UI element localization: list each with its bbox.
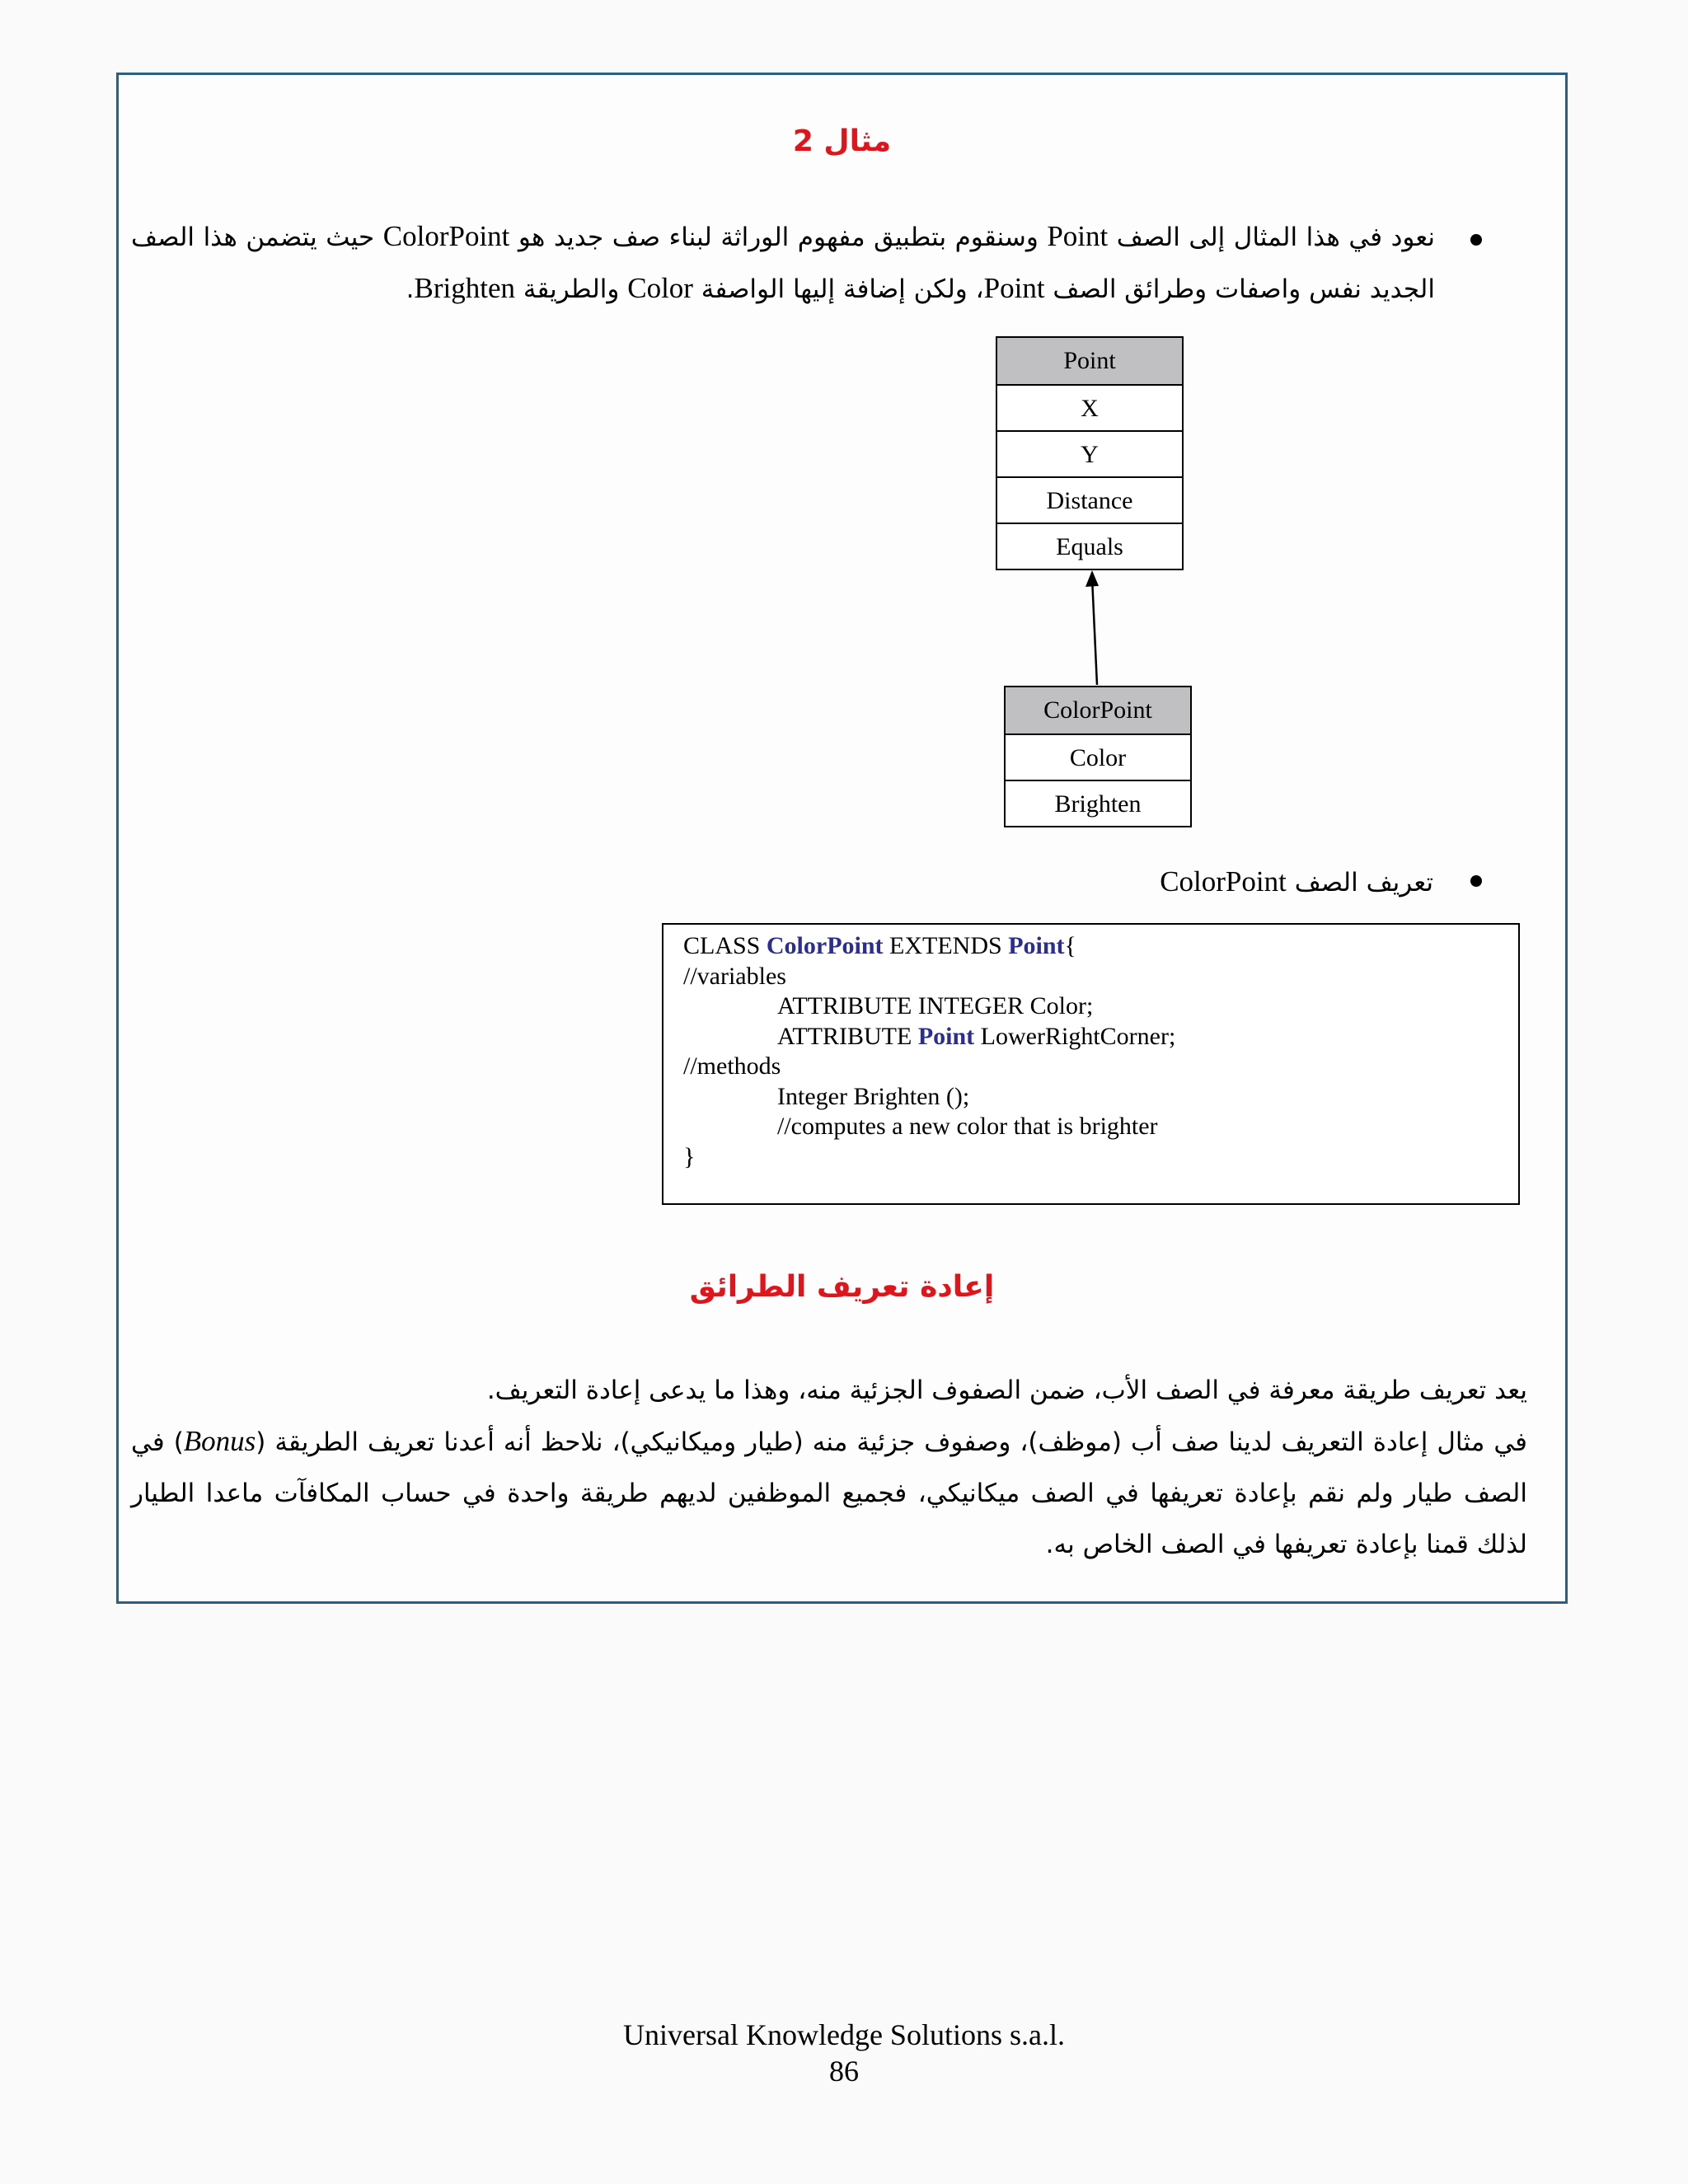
code-line: CLASS ColorPoint EXTENDS Point{ <box>683 932 1076 959</box>
override-line-1: يعد تعريف طريقة معرفة في الصف الأب، ضمن الصفوف الجزئية منه، وهذا ما يدعى إعادة التعريف. <box>486 1376 1527 1405</box>
example-title: مثال 2 <box>792 124 892 158</box>
code-line: } <box>683 1142 696 1170</box>
uml-member: Color <box>1006 733 1190 780</box>
uml-class-name: Point <box>997 338 1182 384</box>
bullet-icon <box>1470 875 1482 887</box>
content-frame <box>116 73 1568 1604</box>
uml-member: Distance <box>997 476 1182 523</box>
footer-company: Universal Knowledge Solutions s.a.l. <box>623 2018 1065 2051</box>
intro-paragraph: نعود في هذا المثال إلى الصف Point وسنقوم بتطبيق مفهوم الوراثة لبناء صف جديد هو ColorPoint حيث يتضمن هذا الصف الجديد نفس واصفات وطرائق الصف Point، ولكن إضافة إليها الواصفة Color والطريقة Brighten. <box>131 220 1435 304</box>
code-listing <box>662 923 1520 1205</box>
uml-member: Y <box>997 430 1182 476</box>
code-line: Integer Brighten (); <box>777 1082 970 1110</box>
uml-member: X <box>997 384 1182 430</box>
uml-class-colorpoint <box>1004 686 1192 827</box>
code-line: //computes a new color that is brighter <box>777 1113 1158 1140</box>
uml-class-name: ColorPoint <box>1006 687 1190 733</box>
uml-member: Equals <box>997 523 1182 569</box>
code-line: //variables <box>683 962 786 990</box>
code-line: //methods <box>683 1052 781 1080</box>
code-line: ATTRIBUTE INTEGER Color; <box>777 992 1094 1019</box>
page-number: 86 <box>829 2055 859 2088</box>
bullet-colorpoint-definition: تعريف الصف ColorPoint <box>1160 865 1433 898</box>
override-title: إعادة تعريف الطرائق <box>689 1270 995 1304</box>
override-line-2: في مثال إعادة التعريف لدينا صف أب (موظف)، وصفوف جزئية منه (طيار وميكانيكي)، نلاحظ أنه أعدنا تعريف الطريقة (Bonus) في الصف طيار ولم نقم بإعادة تعريفها في الصف ميكانيكي، فجميع الموظفين لديهم طريقة واحدة في حساب المكافآت ماعدا الطيار لذلك قمنا بإعادة تعريفها في الصف الخاص به. <box>131 1425 1527 1559</box>
uml-member: Brighten <box>1006 780 1190 826</box>
override-paragraph <box>131 1365 1527 1570</box>
code-line: ATTRIBUTE Point LowerRightCorner; <box>777 1022 1176 1050</box>
